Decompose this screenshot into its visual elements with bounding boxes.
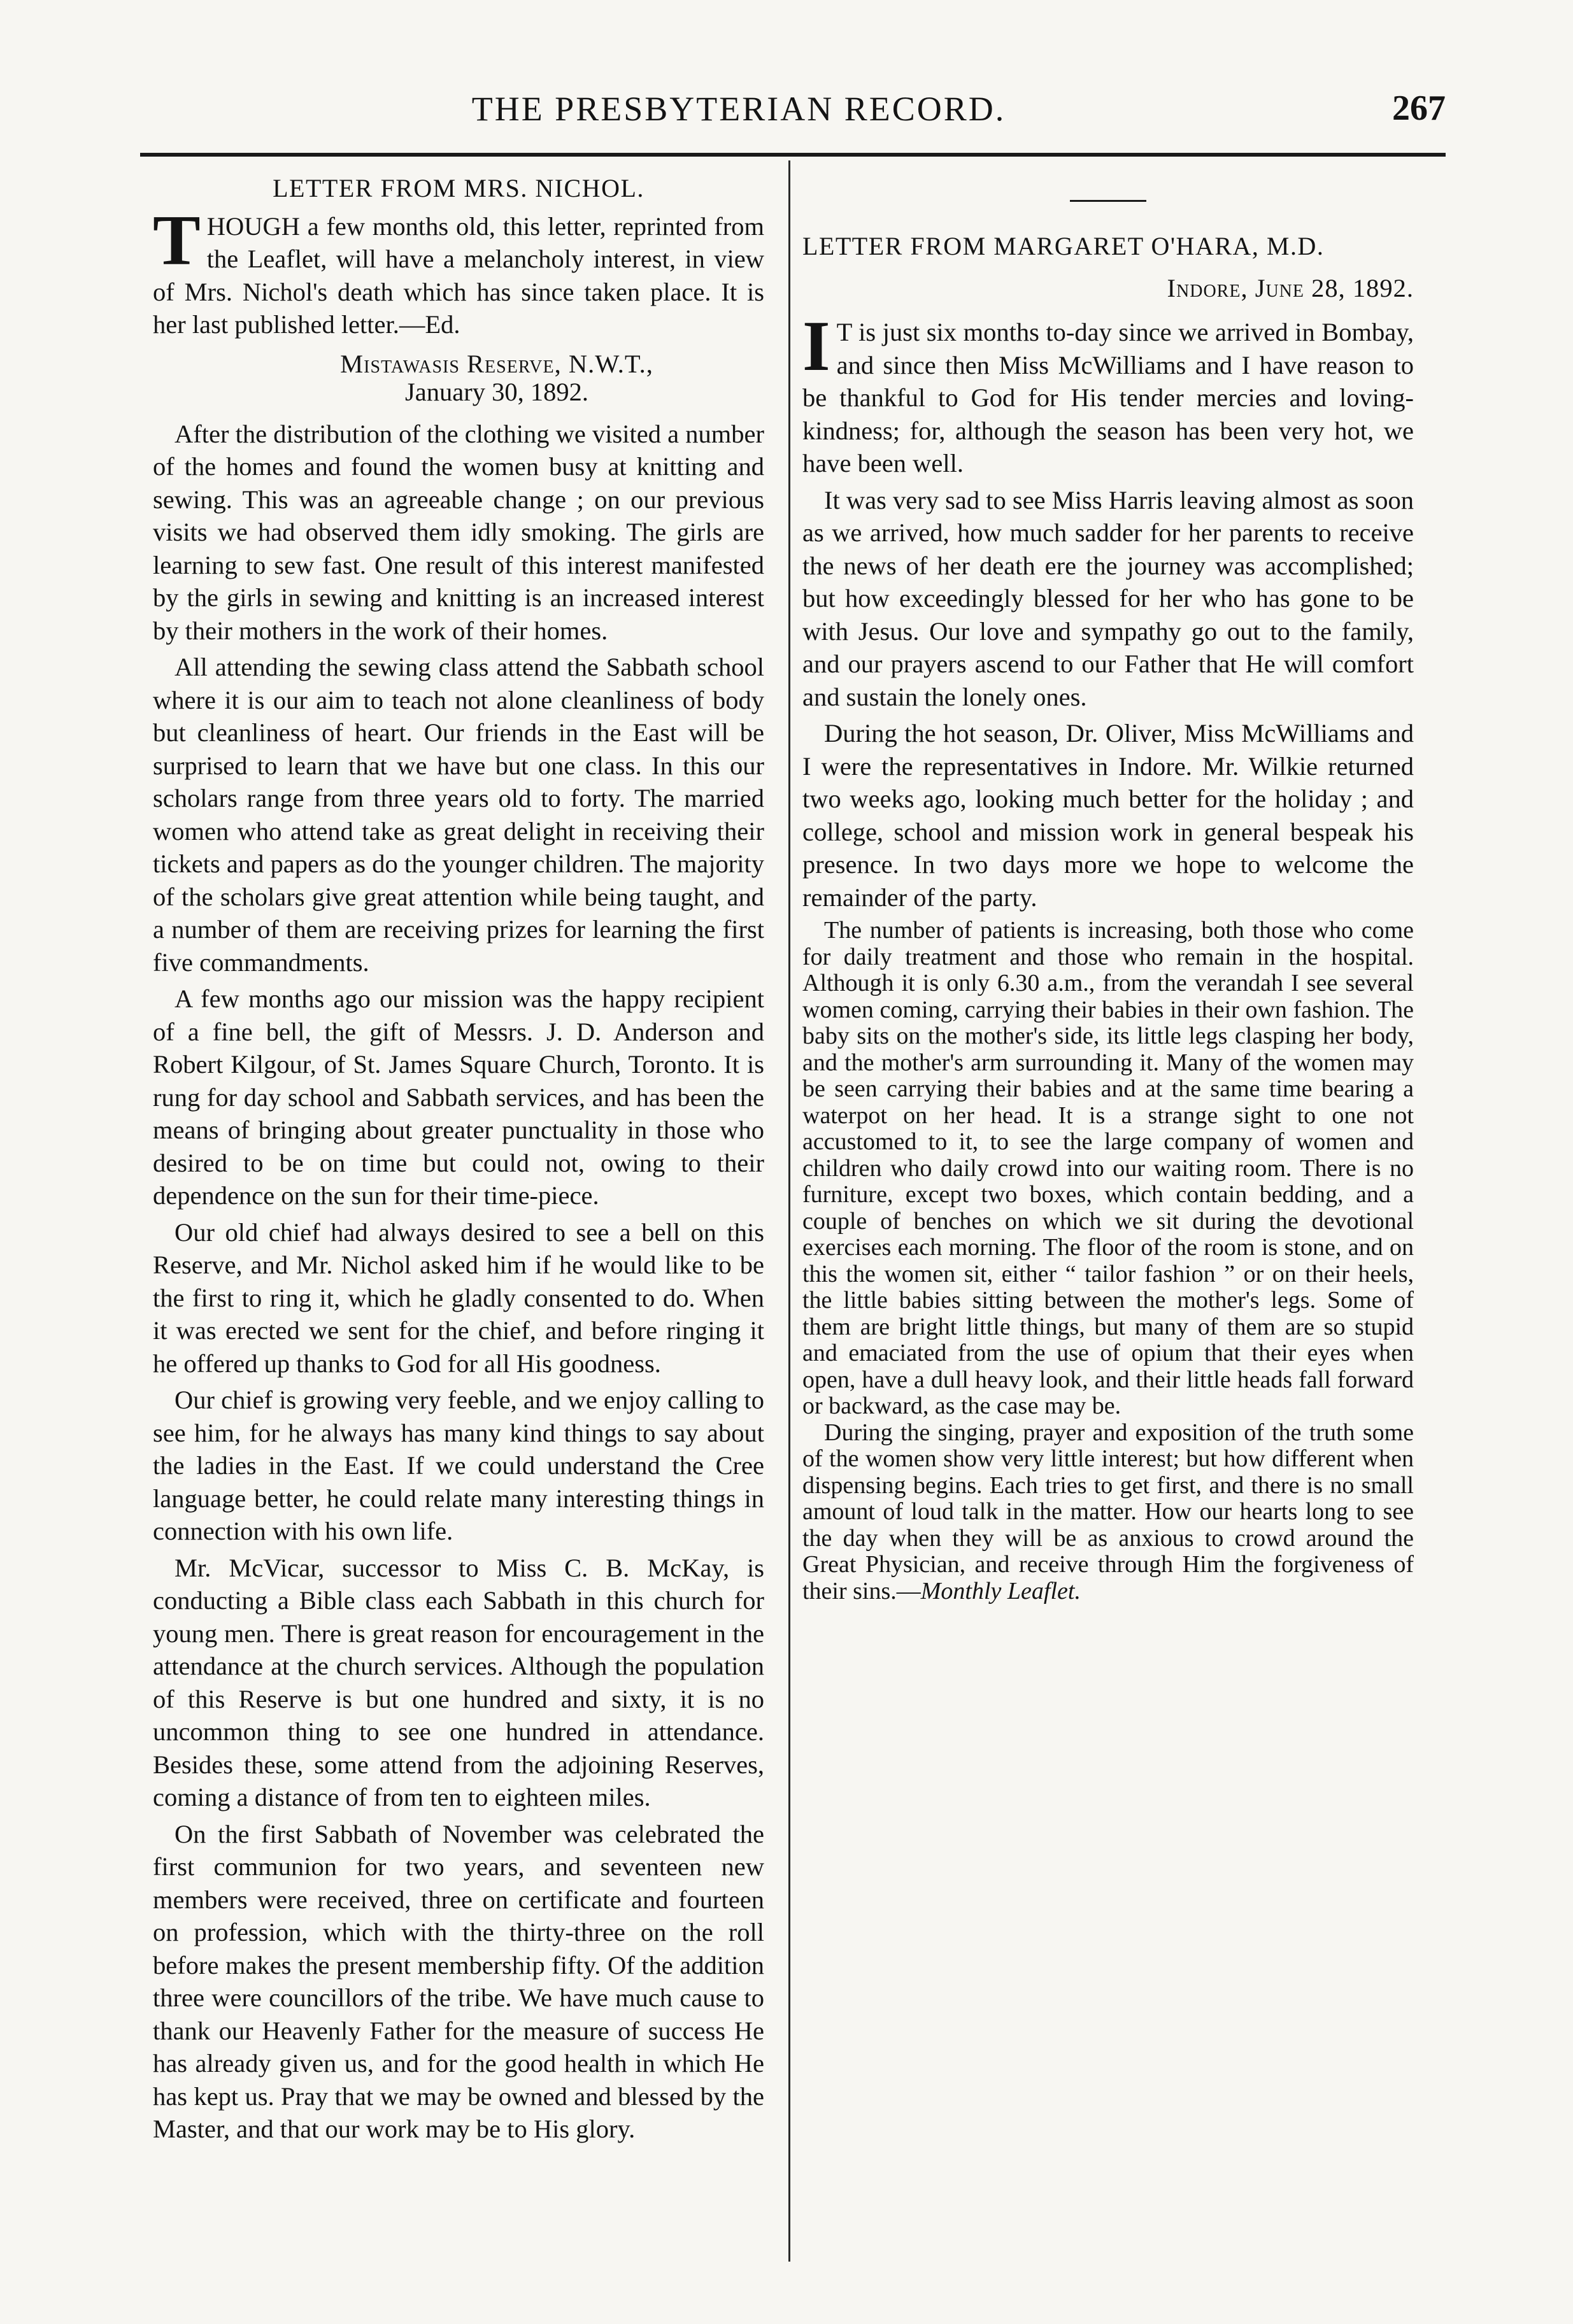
left-column: [153, 172, 764, 2292]
intro-text: T is just six months to-day since we arrived in Bombay, and since then Miss McWilliams and I have reason to be thankful to God for His tender mercies and loving-kindness; for, although the season has been very hot, we have been well.: [802, 318, 1414, 478]
dateline-place: Mistawasis Reserve, N.W.T.,: [340, 349, 653, 378]
paragraph: On the first Sabbath of November was celebrated the first communion for two years, and seventeen new members were received, three on certificate and fourteen on profession, which with the thirty-three on the roll before makes the present membership fifty. Of the addition three were councillors of the tribe. We have much cause to thank our Heavenly Father for the measure of success He has already given us, and for the good health in which He has kept us. Pray that we may be owned and blessed by the Master, and that our work may be to His glory.: [153, 1819, 764, 2143]
drop-cap: T: [153, 201, 201, 280]
dateline-date: January 30, 1892.: [405, 377, 588, 406]
paragraph: A few months ago our mission was the happy recipient of a fine bell, the gift of Messrs. J. D. Anderson and Robert Kilgour, of St. James Square Church, Toronto. It is rung for day school and Sabbath services, and has been the means of bringing about greater punctuality in those who desired to be on time but could not, owing to their dependence on the sun for their time-piece.: [153, 984, 764, 1210]
article-title-nichol: LETTER FROM MRS. NICHOL.: [273, 174, 644, 202]
running-title: THE PRESBYTERIAN RECORD.: [471, 90, 1006, 128]
paragraph: All attending the sewing class attend the Sabbath school where it is our aim to teach not alone cleanliness of body but cleanliness of heart. Our friends in the East will be surprised to learn that we have but one class. In this our scholars range from three years old to forty. The married women who attend take as great delight in receiving their tickets and papers as do the younger children. The majority of the scholars give great attention while being taught, and a number of them are receiving prizes for learning the first five commandments.: [153, 653, 764, 977]
drop-cap: I: [802, 307, 830, 386]
article-intro-ohara: [802, 307, 1414, 480]
column-divider: [788, 160, 790, 2262]
dateline-ohara: Indore, June 28, 1892.: [1167, 273, 1414, 302]
article-divider: [1070, 200, 1146, 202]
paragraph: It was very sad to see Miss Harris leaving almost as soon as we arrived, how much sadder for her parents to receive the news of her death ere the journey was accomplished; but how exceedingly blessed for her who has gone to be with Jesus. Our love and sympathy go out to the family, and our prayers ascend to our Father that He will comfort and sustain the lonely ones.: [802, 485, 1414, 711]
page-number: 267: [1392, 89, 1446, 128]
source-signature: Monthly Leaflet.: [920, 1577, 1081, 1605]
paragraph: The number of patients is increasing, both those who come for daily treatment and those who remain in the hospital. Although it is only 6.30 a.m., from the verandah I see several women coming, carrying their babies in their own fashion. The baby sits on the mother's side, its little legs clasping her body, and the mother's arm surrounding it. Many of the women may be seen carrying their babies and at the same time bearing a waterpot on her head. It is a strange sight to one not accustomed to it, to see the large company of women and children who daily crowd into our waiting room. There is no furniture, except two boxes, which contain bedding, and a couple of benches on which we sit during the devotional exercises each morning. The floor of the room is stone, and on this the women sit, either “ tailor fashion ” or on their heels, the little babies sitting between the mother's legs. Some of them are bright little things, but many of them are so stupid and emaciated from the use of opium that their eyes when open, have a dull heavy look, and their little heads fall forward or backward, as the case may be.: [802, 917, 1414, 1419]
running-header: [140, 83, 1446, 157]
dateline-nichol: [229, 350, 764, 406]
article-title-ohara: LETTER FROM MARGARET O'HARA, M.D.: [802, 232, 1325, 260]
paragraph: Our old chief had always desired to see a bell on this Reserve, and Mr. Nichol asked him if he would like to be the first to ring it, which he gladly consented to do. When it was erected we sent for the chief, and before ringing it he offered up thanks to God for all His goodness.: [153, 1217, 764, 1378]
paragraph: Mr. McVicar, successor to Miss C. B. McKay, is conducting a Bible class each Sabbath in this church for young men. There is great reason for encouragement in the attendance at the church services. Although the population of this Reserve is but one hundred and sixty, it is no uncommon thing to see one hundred in attendance. Besides these, some attend from the adjoining Reserves, coming a distance of from ten to eighteen miles.: [153, 1553, 764, 1811]
paragraph-text: During the singing, prayer and exposition of the truth some of the women show very little interest; but how different when dispensing begins. Each tries to get first, and there is no small amount of loud talk in the matter. How our hearts long to see the day when they will be as anxious to crowd around the Great Physician, and receive through Him the forgiveness of their sins.—: [802, 1419, 1414, 1605]
paragraph-final: [802, 1420, 1414, 1605]
intro-text: HOUGH a few months old, this letter, reprinted from the Leaflet, will have a melancholy interest, in view of Mrs. Nichol's death which has since taken place. It is her last published letter.—Ed.: [153, 211, 764, 339]
paragraph: After the distribution of the clothing we visited a number of the homes and found the women busy at knitting and sewing. This was an agreeable change ; on our previous visits we had observed them idly smoking. The girls are learning to sew fast. One result of this interest manifested by the girls in sewing and knitting is an increased interest by their mothers in the work of their homes.: [153, 419, 764, 645]
right-column: [802, 172, 1414, 2292]
article-intro-nichol: [153, 201, 764, 341]
paragraph: During the hot season, Dr. Oliver, Miss McWilliams and I were the representatives in Indore. Mr. Wilkie returned two weeks ago, looking much better for the holiday ; and college, school and mission work in general bespeak his presence. In two days more we hope to welcome the remainder of the party.: [802, 719, 1414, 912]
paragraph: Our chief is growing very feeble, and we enjoy calling to see him, for he always has many kind things to say about the ladies in the East. If we could understand the Cree language better, he could relate many interesting things in connection with his own life.: [153, 1385, 764, 1545]
